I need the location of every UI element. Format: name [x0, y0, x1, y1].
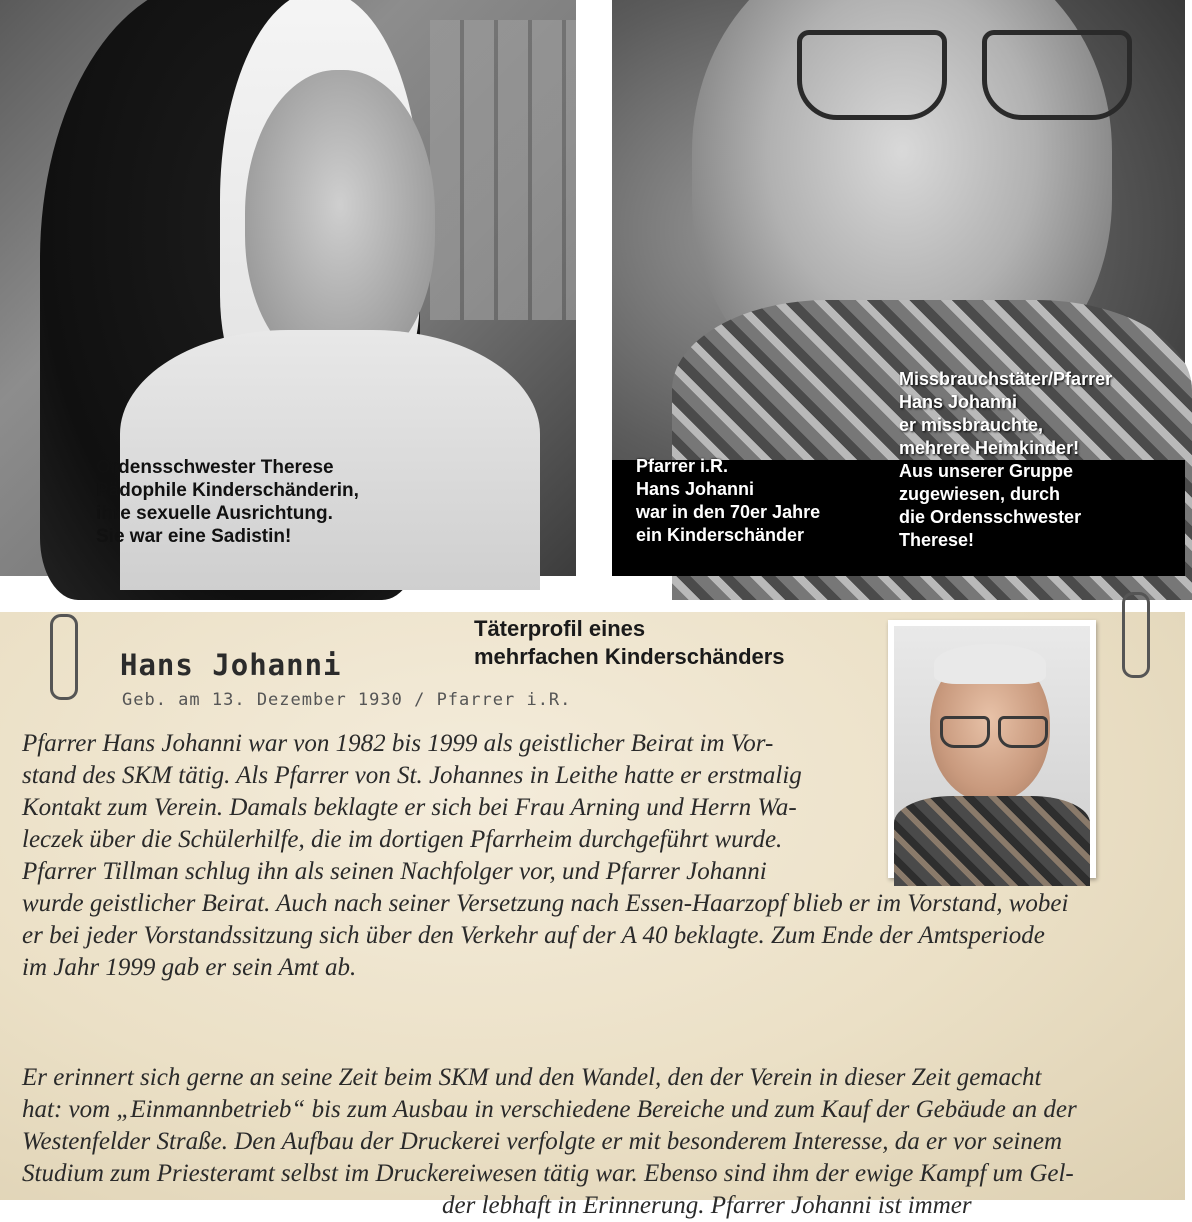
nun-caption-line: Pädophile Kinderschänderin,: [96, 480, 359, 501]
window-background: [430, 20, 576, 320]
text-line: Kontakt zum Verein. Damals beklagte er sich bei Frau Arning und Herrn Wa-: [22, 794, 797, 821]
priest-caption-line: zugewiesen, durch: [899, 484, 1061, 504]
priest-caption-line: Hans Johanni: [636, 479, 755, 499]
priest-caption-right: [899, 368, 1179, 552]
text-line: leczek über die Schülerhilfe, die im dortigen Pfarrheim durchgeführt wurde.: [22, 826, 783, 853]
profile-document: [0, 612, 1185, 1219]
priest-photo: [612, 0, 1185, 576]
nun-caption: [96, 456, 566, 548]
text-line: Studium zum Priesteramt selbst im Druckereiwesen tätig war. Ebenso sind ihm der ewige Kampf um Gel-: [22, 1160, 1074, 1187]
document-paragraph-1: [22, 728, 1182, 984]
priest-caption-line: Missbrauchstäter/Pfarrer: [899, 369, 1113, 389]
portrait-hair: [934, 644, 1046, 684]
document-heading: [474, 615, 894, 671]
paperclip-icon: [1122, 592, 1150, 678]
document-subtitle: Geb. am 13. Dezember 1930 / Pfarrer i.R.: [122, 690, 572, 710]
priest-caption-line: Pfarrer i.R.: [636, 456, 729, 476]
nun-caption-line: Sie war eine Sadistin!: [96, 526, 292, 547]
text-line: Pfarrer Tillman schlug ihn als seinen Nachfolger vor, und Pfarrer Johanni: [22, 858, 767, 885]
text-line: hat: vom „Einmannbetrieb“ bis zum Ausbau in verschiedene Bereiche und zum Kauf der Gebäude an der: [22, 1096, 1077, 1123]
nun-caption-line: ihre sexuelle Ausrichtung.: [96, 503, 333, 524]
document-name: Hans Johanni: [120, 648, 342, 682]
nun-caption-line: Ordensschwester Therese: [96, 457, 334, 478]
priest-caption-line: Therese!: [899, 530, 975, 550]
priest-caption-line: ein Kinderschänder: [636, 525, 805, 545]
text-line: wurde geistlicher Beirat. Auch nach seiner Versetzung nach Essen-Haarzopf blieb er im Vorstand, wobei: [22, 890, 1069, 917]
priest-caption-line: er missbrauchte,: [899, 415, 1044, 435]
text-line: im Jahr 1999 gab er sein Amt ab.: [22, 954, 357, 981]
text-line: er bei jeder Vorstandssitzung sich über den Verkehr auf der A 40 beklagte. Zum Ende der Amtsperiode: [22, 922, 1045, 949]
glasses-icon: [797, 30, 947, 120]
priest-caption-line: mehrere Heimkinder!: [899, 438, 1080, 458]
priest-caption-left: [636, 455, 886, 547]
text-line: der lebhaft in Erinnerung. Pfarrer Johanni ist immer: [442, 1192, 972, 1219]
paperclip-icon: [50, 614, 78, 700]
text-line: Westenfelder Straße. Den Aufbau der Druckerei verfolgte er mit besonderem Interesse, da er vor seinem: [22, 1128, 1063, 1155]
nun-photo: [0, 0, 576, 576]
document-paragraph-2: [22, 1062, 1182, 1222]
text-line: Pfarrer Hans Johanni war von 1982 bis 1999 als geistlicher Beirat im Vor-: [22, 730, 774, 757]
nun-face: [245, 70, 435, 370]
priest-caption-line: Aus unserer Gruppe: [899, 461, 1074, 481]
text-line: Er erinnert sich gerne an seine Zeit beim SKM und den Wandel, den der Verein in dieser Zeit gemacht: [22, 1064, 1042, 1091]
document-heading-line: Täterprofil eines: [474, 616, 646, 641]
priest-caption-line: war in den 70er Jahre: [636, 502, 821, 522]
priest-caption-line: die Ordensschwester: [899, 507, 1082, 527]
document-heading-line: mehrfachen Kinderschänders: [474, 644, 785, 669]
priest-caption-line: Hans Johanni: [899, 392, 1018, 412]
glasses-icon: [982, 30, 1132, 120]
text-line: stand des SKM tätig. Als Pfarrer von St. Johannes in Leithe hatte er erstmalig: [22, 762, 802, 789]
